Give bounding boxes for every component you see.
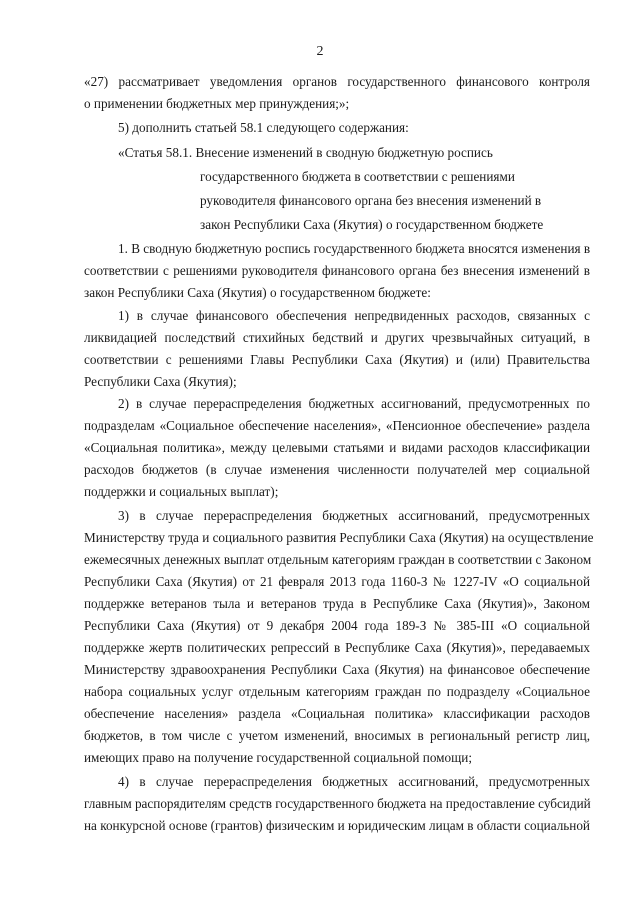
text-line: на конкурсной основе (грантов) физическим и юридическим лицам в области социальной: [84, 818, 590, 833]
text-line: о применении бюджетных мер принуждения;»;: [84, 96, 350, 111]
text-line: Республики Саха (Якутия);: [84, 374, 237, 389]
page-number: 2: [316, 44, 324, 59]
text-line: ежемесячных денежных выплат отдельным категориям граждан в соответствии с Законом: [84, 552, 592, 567]
text-line: 5) дополнить статьей 58.1 следующего содержания:: [118, 120, 409, 135]
text-line: обеспечение населения» раздела «Социальная политика» классификации расходов: [84, 706, 590, 721]
text-line: ликвидацией последствий стихийных бедствий и других чрезвычайных ситуаций, в: [84, 330, 590, 345]
text-line: 3) в случае перераспределения бюджетных ассигнований, предусмотренных: [118, 508, 590, 523]
text-line: «Социальная политика», между целевыми статьями и видами расходов классификации: [84, 440, 590, 455]
text-line: имеющих право на получение государственной социальной помощи;: [84, 750, 472, 765]
article-heading: руководителя финансового органа без внесения изменений в: [200, 193, 542, 208]
text-line: поддержке ветеранов тыла и ветеранов труда в Республике Саха (Якутия)», Законом: [84, 596, 590, 611]
text-line: соответствии с решениями Главы Республики Саха (Якутия) и (или) Правительства: [84, 352, 590, 367]
text-line: главным распорядителям средств государственного бюджета на предоставление субсидий: [84, 796, 591, 811]
article-heading: закон Республики Саха (Якутия) о государственном бюджете: [200, 217, 544, 232]
text-line: «27) рассматривает уведомления органов государственного финансового контроля: [84, 74, 590, 89]
text-line: закон Республики Саха (Якутия) о государственном бюджете:: [84, 285, 431, 300]
text-line: поддержки и социальных выплат);: [84, 484, 279, 499]
text-line: 1) в случае финансового обеспечения непредвиденных расходов, связанных с: [118, 308, 590, 323]
text-line: Министерству труда и социального развития Республики Саха (Якутия) на осуществление: [84, 530, 594, 545]
text-line: 4) в случае перераспределения бюджетных ассигнований, предусмотренных: [118, 774, 590, 789]
text-line: Министерству здравоохранения Республики Саха (Якутия) на финансовое обеспечение: [84, 662, 590, 677]
text-line: Республики Саха (Якутия) от 21 февраля 2013 года 1160-З № 1227-IV «О социальной: [84, 574, 590, 589]
text-line: подразделам «Социальное обеспечение населения», «Пенсионное обеспечение» раздела: [84, 418, 590, 433]
text-line: 2) в случае перераспределения бюджетных ассигнований, предусмотренных по: [118, 396, 590, 411]
article-heading: «Статья 58.1. Внесение изменений в сводную бюджетную роспись: [118, 145, 493, 160]
text-line: бюджетов, в том числе с учетом изменений, вносимых в региональный регистр лиц,: [84, 728, 590, 743]
text-line: Республики Саха (Якутия) от 9 декабря 2004 года 189-З № 385-III «О социальной: [84, 618, 590, 633]
article-heading: государственного бюджета в соответствии с решениями: [200, 169, 515, 184]
text-line: соответствии с решениями руководителя финансового органа без внесения изменений в: [84, 263, 590, 278]
text-line: 1. В сводную бюджетную роспись государственного бюджета вносятся изменения в: [118, 241, 591, 256]
text-line: набора социальных услуг отдельным категориям граждан по подразделу «Социальное: [84, 684, 590, 699]
text-line: поддержке жертв политических репрессий в Республике Саха (Якутия)», передаваемых: [84, 640, 590, 655]
text-line: расходов бюджетов (в случае изменения численности получателей мер социальной: [84, 462, 590, 477]
